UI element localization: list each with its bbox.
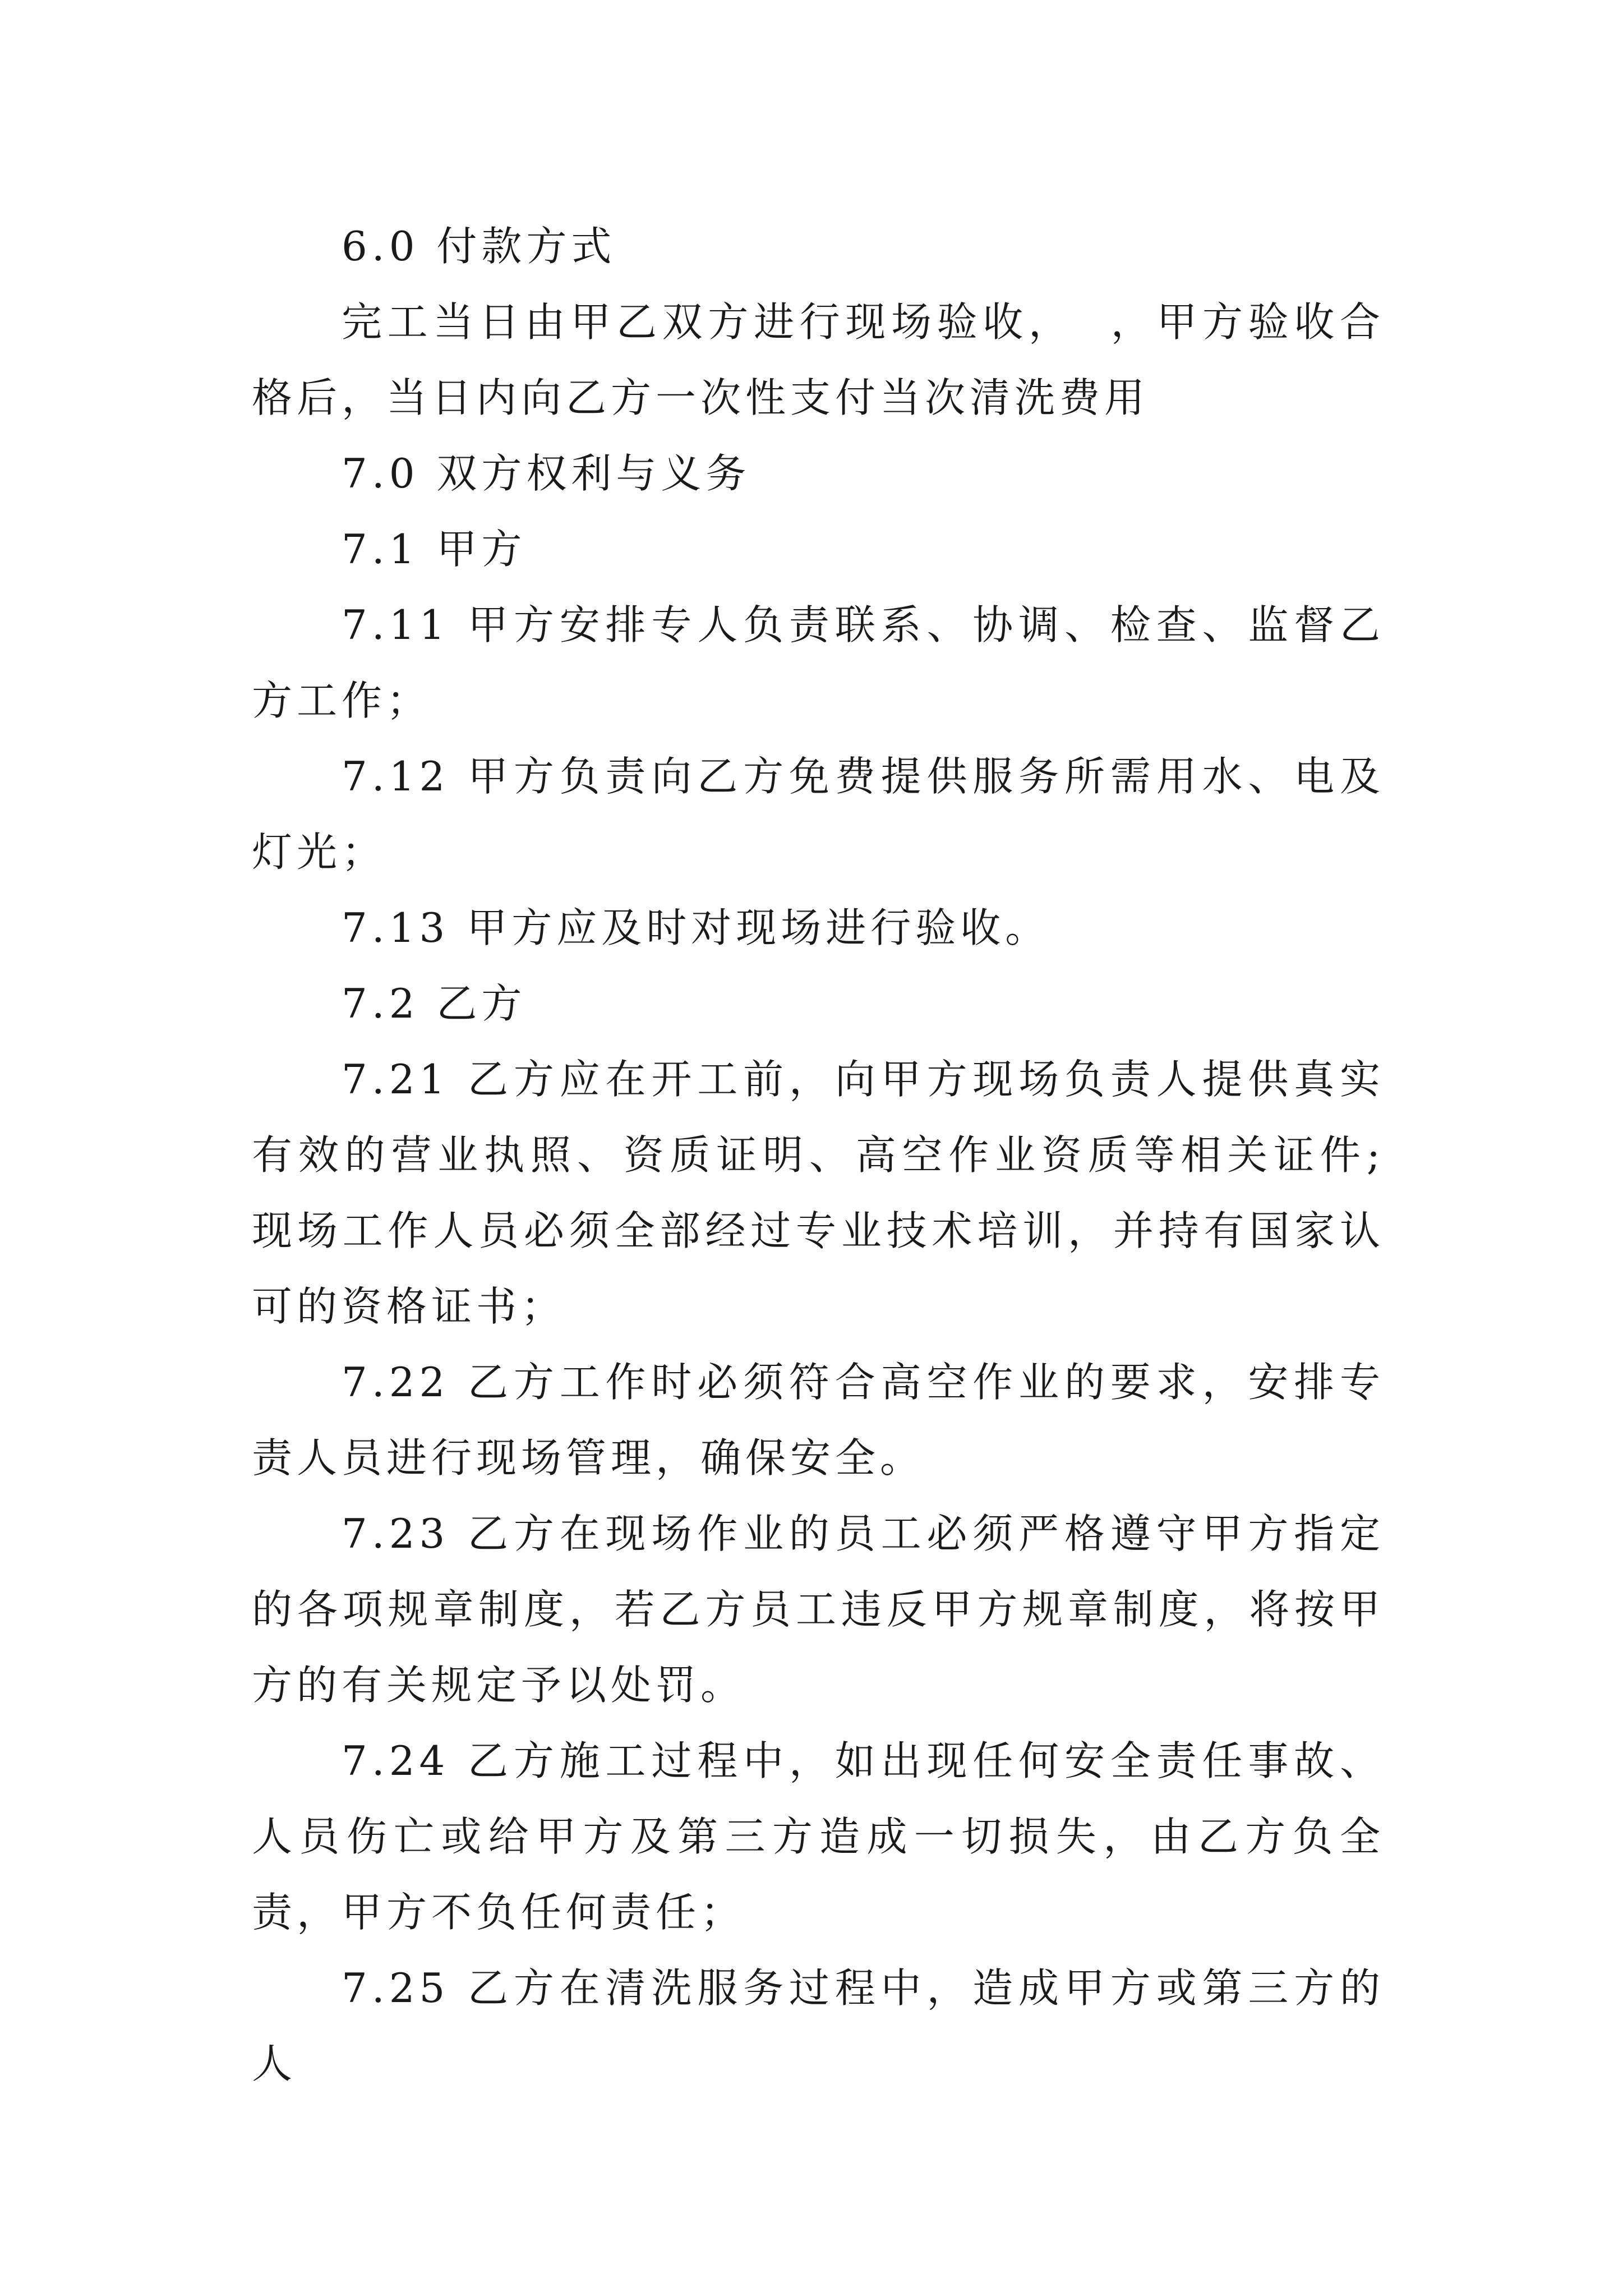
paragraph-payment-terms: 完工当日由甲乙双方进行现场验收， ，甲方验收合格后，当日内向乙方一次性支付当次清洗费用 bbox=[252, 298, 1385, 421]
subsection-heading-party-b: 7.2 乙方 bbox=[342, 980, 527, 1027]
clause-7-13: 7.13 甲方应及时对现场进行验收。 bbox=[342, 904, 1050, 951]
subsection-heading-party-a: 7.1 甲方 bbox=[342, 526, 527, 573]
clause-7-21: 7.21 乙方应在开工前，向甲方现场负责人提供真实有效的营业执照、资质证明、高空作业资质等相关证件;现场工作人员必须全部经过专业技术培训，并持有国家认可的资格证书； bbox=[252, 1056, 1385, 1330]
section-heading-rights-obligations: 7.0 双方权利与义务 bbox=[342, 450, 751, 497]
document-body bbox=[252, 209, 1385, 2102]
clause-7-12: 7.12 甲方负责向乙方免费提供服务所需用水、电及灯光； bbox=[252, 753, 1385, 876]
clause-7-23: 7.23 乙方在现场作业的员工必须严格遵守甲方指定的各项规章制度，若乙方员工违反甲方规章制度，将按甲方的有关规定予以处罚。 bbox=[252, 1510, 1385, 1709]
clause-7-24: 7.24 乙方施工过程中，如出现任何安全责任事故、人员伤亡或给甲方及第三方造成一切损失，由乙方负全责，甲方不负任何责任； bbox=[252, 1737, 1385, 1936]
clause-7-22: 7.22 乙方工作时必须符合高空作业的要求，安排专责人员进行现场管理，确保安全。 bbox=[252, 1359, 1385, 1481]
clause-7-25: 7.25 乙方在清洗服务过程中，造成甲方或第三方的人 bbox=[252, 1964, 1385, 2087]
clause-7-11: 7.11 甲方安排专人负责联系、协调、检查、监督乙方工作； bbox=[252, 601, 1385, 724]
section-heading-payment: 6.0 付款方式 bbox=[342, 223, 616, 270]
